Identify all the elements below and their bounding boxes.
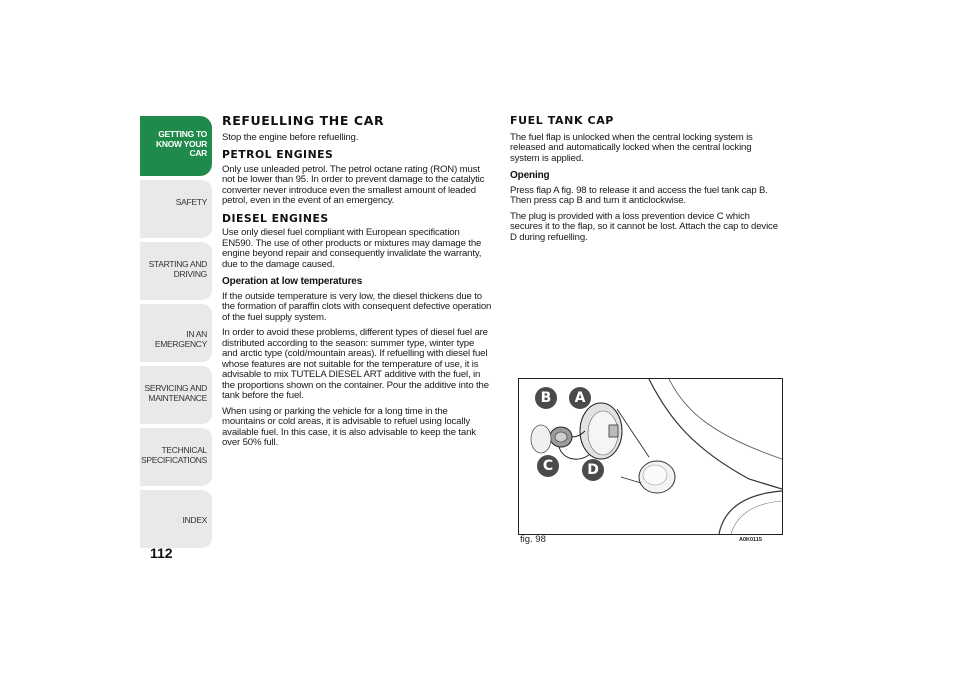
fuel-cap-illustration bbox=[519, 379, 782, 534]
tab-label: INDEX bbox=[182, 515, 207, 525]
tab-servicing-and-maintenance[interactable] bbox=[140, 366, 212, 424]
tab-getting-to-know-your-car[interactable] bbox=[140, 116, 212, 176]
diesel-heading: DIESEL ENGINES bbox=[222, 211, 329, 225]
label-d: D bbox=[582, 459, 604, 481]
petrol-text: Only use unleaded petrol. The petrol octane rating (RON) must not be lower than 95. In order to prevent damage to the catalytic converter never introduce even the smallest amount of leaded petrol, even in the event of an emergency. bbox=[222, 163, 485, 206]
tab-label: GETTING TO KNOW YOUR CAR bbox=[156, 129, 207, 158]
label-b: B bbox=[535, 387, 557, 409]
tab-technical-specifications[interactable] bbox=[140, 428, 212, 486]
petrol-heading: PETROL ENGINES bbox=[222, 148, 334, 161]
fuel-cap-title: FUEL TANK CAP bbox=[510, 114, 614, 127]
tab-starting-and-driving[interactable] bbox=[140, 242, 212, 300]
low-temp-paragraph: In order to avoid these problems, different types of diesel fuel are distributed according to the season: summer type, winter type and arctic type (cold/mountain areas). If refuelling with diesel fuel whose features are not suitable for the temperature of use, it is advisable to mix TUTELA DIESEL ART additive with the fuel, in the proportions shown on the container. Pour the additive into the tank before the fuel. bbox=[222, 327, 489, 401]
tab-label: IN AN EMERGENCY bbox=[154, 329, 207, 349]
tab-safety[interactable] bbox=[140, 180, 212, 238]
fuel-cap-figure bbox=[518, 378, 783, 535]
fuel-cap-intro: The fuel flap is unlocked when the central locking system is released and automatically locked when the central locking system is applied. bbox=[510, 131, 753, 164]
low-temp-heading: Operation at low temperatures bbox=[222, 276, 363, 287]
tab-index[interactable] bbox=[140, 490, 212, 548]
tab-in-an-emergency[interactable] bbox=[140, 304, 212, 362]
left-column bbox=[222, 113, 492, 454]
low-temp-paragraph: When using or parking the vehicle for a long time in the mountains or cold areas, it is advisable to refuel using locally available fuel. In this case, it is also advisable to keep the tank over 50% full. bbox=[222, 405, 476, 448]
tab-label: SAFETY bbox=[175, 197, 207, 207]
chapter-sidebar bbox=[140, 116, 212, 552]
diesel-text: Use only diesel fuel compliant with European specification EN590. The use of other products or mixtures may damage the engine beyond repair and consequently invalidate the warranty, due to the damage caused. bbox=[222, 227, 482, 270]
section-title: REFUELLING THE CAR bbox=[222, 113, 385, 128]
tab-label: SERVICING AND MAINTENANCE bbox=[144, 383, 207, 403]
figure-caption: fig. 98 bbox=[520, 534, 546, 545]
right-column bbox=[510, 116, 780, 248]
label-a: A bbox=[569, 387, 591, 409]
figure-code: A0K0115 bbox=[739, 537, 762, 543]
opening-paragraph: Press flap A fig. 98 to release it and access the fuel tank cap B. Then press cap B and turn it anticlockwise. bbox=[510, 184, 768, 206]
tab-label: TECHNICAL SPECIFICATIONS bbox=[140, 445, 207, 465]
opening-paragraph: The plug is provided with a loss prevention device C which secures it to the flap, so it cannot be lost. Attach the cap to device D during refuelling. bbox=[510, 210, 778, 243]
label-c: C bbox=[537, 455, 559, 477]
page-number: 112 bbox=[150, 545, 173, 561]
low-temp-paragraph: If the outside temperature is very low, the diesel thickens due to the formation of paraffin clots with consequent defective operation of the fuel supply system. bbox=[222, 290, 492, 323]
intro-text: Stop the engine before refuelling. bbox=[222, 131, 359, 143]
opening-heading: Opening bbox=[510, 170, 550, 181]
tab-label: STARTING AND DRIVING bbox=[148, 259, 207, 279]
